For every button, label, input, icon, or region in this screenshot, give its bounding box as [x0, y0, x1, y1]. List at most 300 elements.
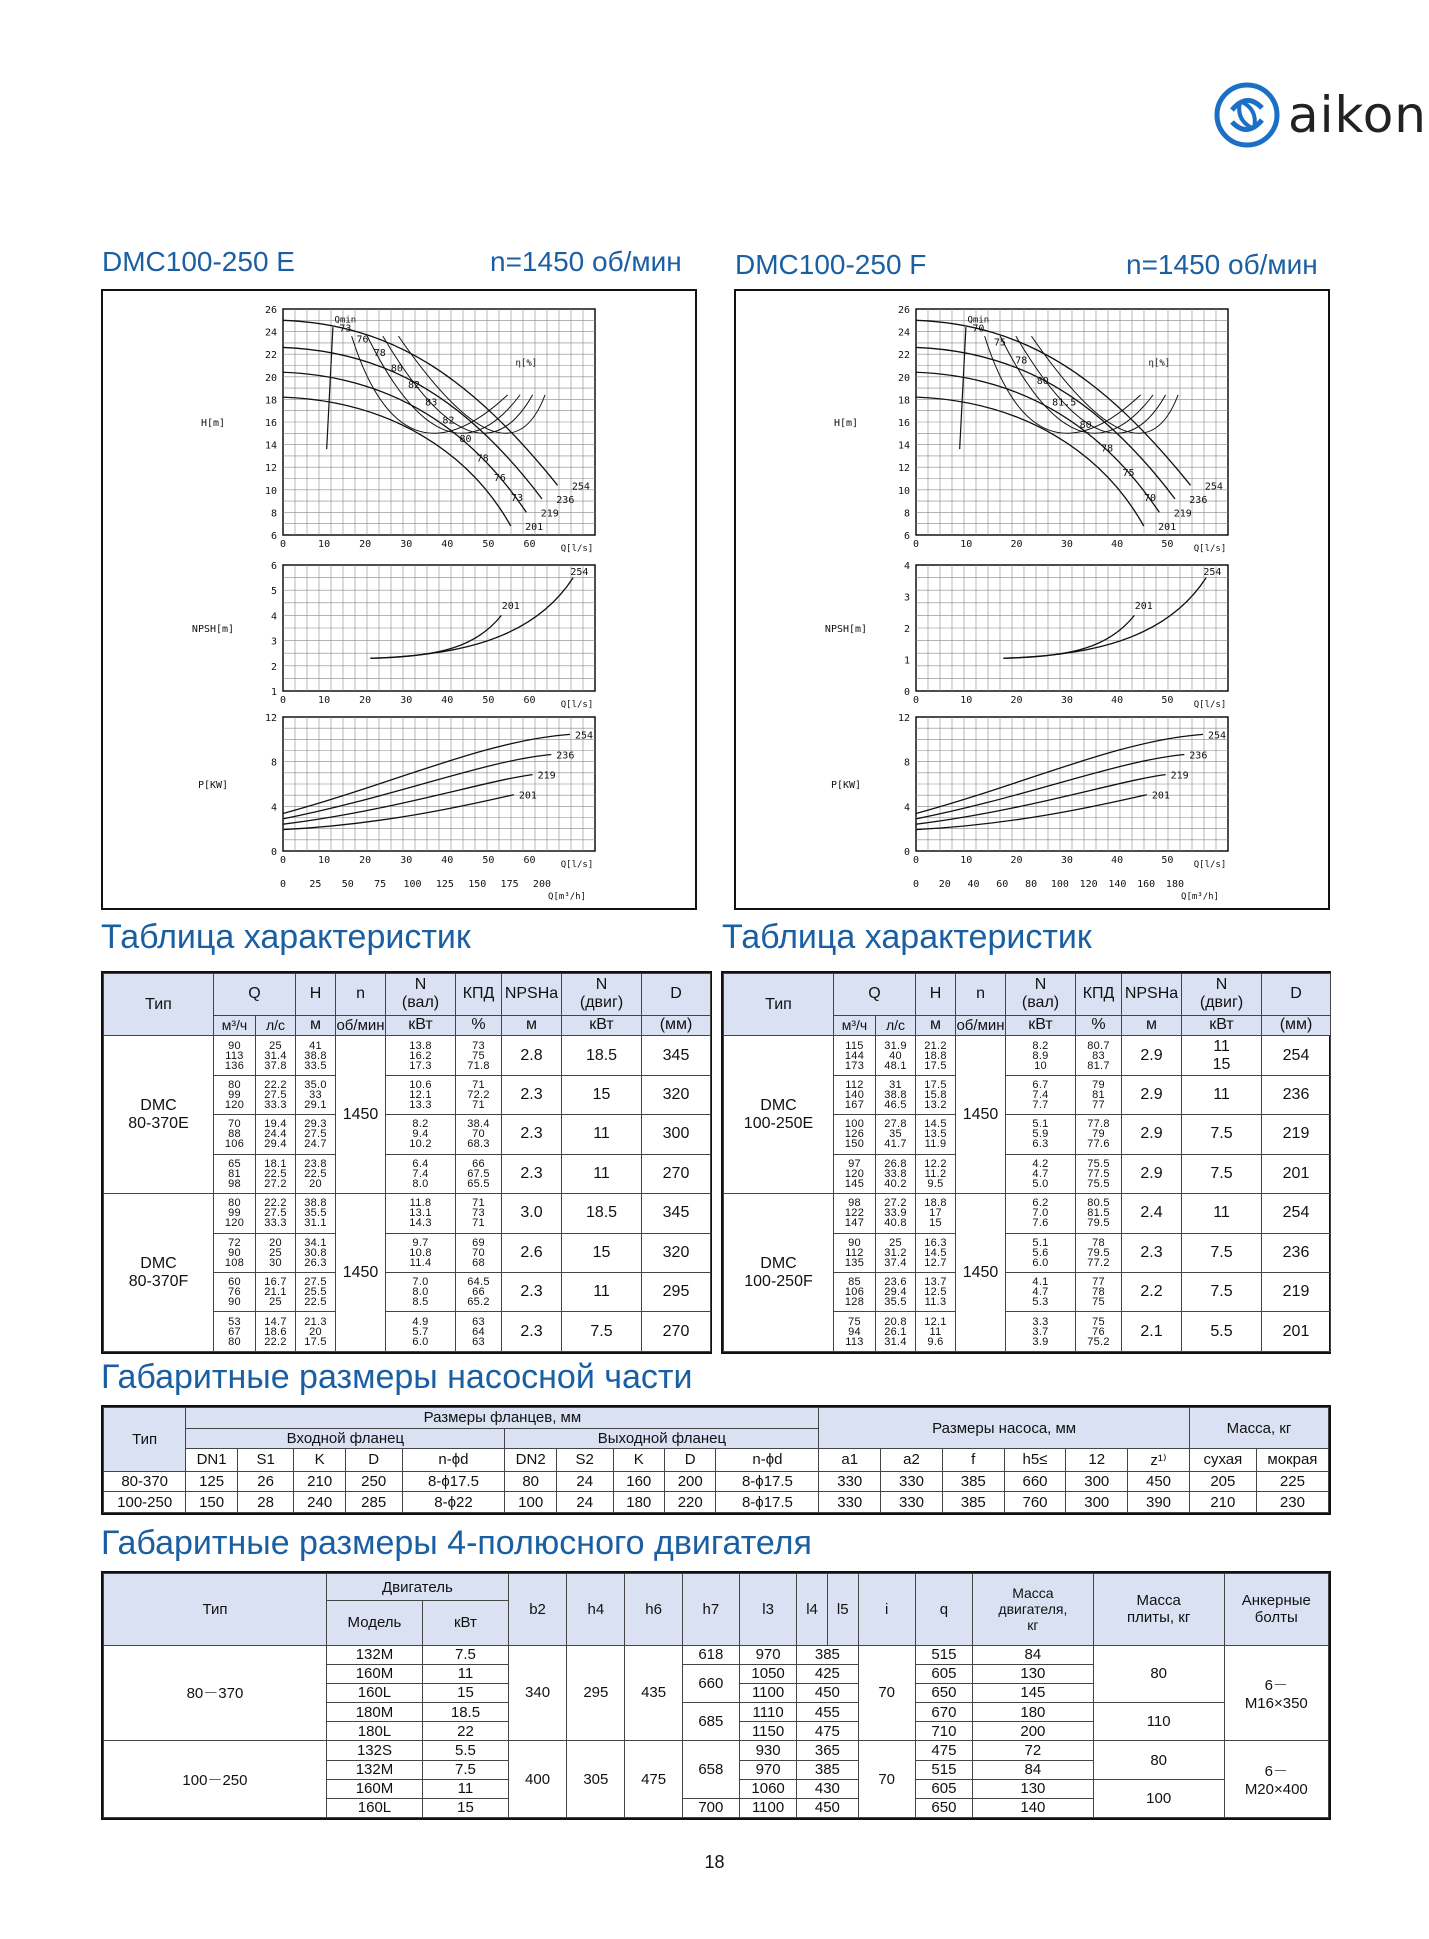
head-values: 29.3 27.5 24.7 — [296, 1115, 336, 1154]
impeller-diameter: 270 — [642, 1312, 711, 1352]
y-tick-label: 8 — [903, 757, 910, 769]
pump-dim-cell: 225 — [1256, 1471, 1328, 1492]
curve-label: 236 — [556, 494, 575, 506]
unit-d: (мм) — [642, 1015, 711, 1036]
x2-axis-unit: Q[m³/h] — [548, 892, 586, 902]
chart-panel-left — [101, 289, 697, 910]
motor-mass-cell: 130 — [973, 1779, 1094, 1798]
x-tick-label: 20 — [1010, 855, 1023, 866]
efficiency-values: 64.5 66 65.2 — [456, 1273, 502, 1312]
motor-power-value: 18.5 — [562, 1036, 642, 1075]
y-tick-label: 6 — [903, 531, 910, 542]
l4-l5-cell: 475 — [797, 1722, 858, 1741]
motor-model: 180M — [326, 1703, 422, 1722]
l4-l5-cell: 425 — [797, 1664, 858, 1683]
q-ls-values: 14.7 18.6 22.2 — [256, 1312, 296, 1352]
x-tick-label: 10 — [960, 855, 973, 866]
efficiency-values: 71 72.2 71 — [456, 1075, 502, 1114]
y-tick-label: 26 — [897, 305, 910, 316]
pump-dim-cell: 8-ϕ17.5 — [402, 1471, 505, 1492]
q-ls-values: 27.8 35 41.7 — [876, 1115, 916, 1154]
motor-power-value: 11 15 — [1182, 1036, 1262, 1075]
eta-label: η[%] — [515, 358, 538, 369]
x-tick-label: 60 — [523, 695, 536, 706]
y-tick-label: 16 — [897, 418, 910, 429]
l4-l5-cell: 385 — [797, 1645, 858, 1664]
qmin-label: Qmin — [967, 315, 990, 326]
head-values: 12.2 11.2 9.5 — [916, 1154, 956, 1193]
perf-table-title-right: Таблица характеристик — [722, 918, 1092, 956]
x2-tick-label: 175 — [500, 879, 519, 890]
perf-row — [104, 1194, 711, 1233]
hdr-n: n — [336, 974, 386, 1016]
shaft-power-values: 10.6 12.1 13.3 — [386, 1075, 456, 1114]
impeller-diameter: 320 — [642, 1233, 711, 1272]
hdr-i: i — [858, 1574, 915, 1646]
hdr-outlet-flange: Выходной фланец — [505, 1428, 819, 1449]
unit-n-motor: кВт — [1182, 1015, 1262, 1036]
y-tick-label: 1 — [270, 687, 277, 698]
head-values: 18.8 17 15 — [916, 1194, 956, 1233]
npsha-value: 2.9 — [1122, 1036, 1182, 1075]
speed-cell: 1450 — [336, 1036, 386, 1194]
hdr-d: D — [642, 974, 711, 1016]
x2-tick-label: 80 — [1025, 879, 1038, 890]
motor-kw: 7.5 — [423, 1645, 509, 1664]
x-tick-label: 40 — [1111, 855, 1124, 866]
x-tick-label: 0 — [279, 695, 287, 706]
pump-dim-cell: 385 — [942, 1492, 1004, 1513]
hdr-mass: Масса, кг — [1189, 1408, 1328, 1449]
efficiency-values: 66 67.5 65.5 — [456, 1154, 502, 1193]
perf-table-left — [103, 973, 711, 1352]
motor-kw: 5.5 — [423, 1741, 509, 1760]
x2-tick-label: 60 — [996, 879, 1009, 890]
hdr-kw: кВт — [423, 1601, 509, 1645]
q-ls-values: 18.1 22.5 27.2 — [256, 1154, 296, 1193]
impeller-diameter: 345 — [642, 1194, 711, 1233]
impeller-diameter: 201 — [1262, 1154, 1331, 1193]
x2-tick-label: 100 — [403, 879, 422, 890]
x-axis-unit: Q[l/s] — [1193, 700, 1227, 710]
impeller-diameter: 236 — [1262, 1075, 1331, 1114]
l3-cell: 1060 — [739, 1779, 796, 1798]
curve-label: 236 — [556, 750, 575, 762]
shaft-power-values: 6.2 7.0 7.6 — [1006, 1194, 1076, 1233]
impeller-diameter: 254 — [1262, 1036, 1331, 1075]
pump-dim-title: Габаритные размеры насосной части — [101, 1358, 693, 1396]
pump-dim-row — [104, 1471, 1329, 1492]
power-curve — [916, 795, 1147, 830]
y-tick-label: 20 — [897, 372, 910, 384]
l4-l5-cell: 365 — [797, 1741, 858, 1760]
pump-col-header: DN2 — [505, 1449, 556, 1472]
motor-mass-cell: 200 — [973, 1722, 1094, 1741]
pump-dim-cell: 80 — [505, 1471, 556, 1492]
efficiency-label: 78 — [373, 348, 386, 360]
efficiency-values: 75.5 77.5 75.5 — [1076, 1154, 1122, 1193]
npsha-value: 2.9 — [1122, 1115, 1182, 1154]
pump-dim-cell: 220 — [664, 1492, 715, 1513]
hdr-n-motor: N (двиг) — [562, 974, 642, 1016]
x-tick-label: 50 — [482, 855, 495, 866]
pump-col-header: DN1 — [186, 1449, 237, 1472]
hdr-n-shaft: N (вал) — [386, 974, 456, 1016]
shaft-power-values: 8.2 8.9 10 — [1006, 1036, 1076, 1075]
curve-label: 254 — [1203, 567, 1222, 579]
unit-n: об/мин — [336, 1016, 385, 1034]
motor-dim-table-wrap — [101, 1571, 1331, 1820]
pump-dim-cell: 8-ϕ17.5 — [716, 1492, 819, 1513]
q-m3h-values: 75 94 113 — [834, 1312, 876, 1352]
motor-kw: 15 — [423, 1798, 509, 1817]
motor-mass-cell: 84 — [973, 1645, 1094, 1664]
efficiency-label: 75 — [993, 337, 1006, 349]
hdr-l3: l3 — [739, 1574, 796, 1646]
x2-tick-label: 25 — [309, 879, 322, 890]
shaft-power-values: 4.2 4.7 5.0 — [1006, 1154, 1076, 1193]
efficiency-values: 80.7 83 81.7 — [1076, 1036, 1122, 1075]
shaft-power-values: 4.9 5.7 6.0 — [386, 1312, 456, 1352]
motor-power-value: 7.5 — [1182, 1233, 1262, 1272]
plate-mass-cell: 110 — [1093, 1703, 1224, 1741]
y-tick-label: 22 — [897, 350, 910, 362]
x2-tick-label: 40 — [967, 879, 980, 890]
efficiency-label: 80 — [1036, 375, 1049, 387]
pump-dim-cell: 80-370 — [104, 1471, 186, 1492]
x2-tick-label: 180 — [1165, 879, 1184, 890]
pump-col-header: D — [345, 1449, 402, 1472]
q-ls-values: 31 38.8 46.5 — [876, 1075, 916, 1114]
y-tick-label: 16 — [264, 418, 277, 429]
pump-dim-cell: 24 — [556, 1471, 613, 1492]
pump-dim-cell: 330 — [881, 1471, 943, 1492]
perf-table-left-wrap — [101, 971, 712, 1354]
efficiency-values: 77 78 75 — [1076, 1273, 1122, 1312]
head-curve — [283, 372, 526, 512]
hdr-efficiency: КПД — [1076, 974, 1122, 1016]
q-m3h-values: 53 67 80 — [214, 1312, 256, 1352]
performance-curves-left — [103, 291, 695, 908]
perf-table-right — [723, 973, 1331, 1352]
x-tick-label: 30 — [1060, 695, 1073, 706]
pump-dim-cell: 24 — [556, 1492, 613, 1513]
shaft-power-values: 5.1 5.6 6.0 — [1006, 1233, 1076, 1272]
perf-type-cell: DMC 100-250F — [724, 1194, 834, 1352]
curve-label: 236 — [1189, 750, 1208, 762]
curve-label: 219 — [540, 508, 559, 520]
curve-label: 201 — [1158, 521, 1177, 533]
q-cell: 515 — [915, 1760, 972, 1779]
y-tick-label: 14 — [897, 440, 910, 452]
x-axis-unit: Q[l/s] — [560, 544, 594, 554]
x2-tick-label: 200 — [532, 879, 551, 890]
speed-cell: 1450 — [336, 1194, 386, 1352]
pump-dim-row — [104, 1492, 1329, 1513]
y-tick-label: 24 — [264, 327, 277, 339]
q-m3h-values: 65 81 98 — [214, 1154, 256, 1193]
pump-dim-cell: 300 — [1066, 1471, 1128, 1492]
impeller-diameter: 270 — [642, 1154, 711, 1193]
eta-label: η[%] — [1148, 358, 1171, 369]
pump-col-header: D — [664, 1449, 715, 1472]
pump-dim-table-wrap — [101, 1405, 1331, 1515]
pump-dim-cell: 200 — [664, 1471, 715, 1492]
x-tick-label: 20 — [359, 855, 372, 866]
hdr-type: Тип — [724, 974, 834, 1036]
efficiency-label: 80 — [459, 434, 472, 446]
x-tick-label: 40 — [441, 855, 454, 866]
unit-efficiency: % — [456, 1015, 502, 1036]
x-tick-label: 50 — [482, 539, 495, 550]
pump-dim-cell: 180 — [613, 1492, 664, 1513]
q-m3h-values: 80 99 120 — [214, 1194, 256, 1233]
unit-h: м — [296, 1015, 336, 1036]
q-ls-values: 26.8 33.8 40.2 — [876, 1154, 916, 1193]
motor-kw: 11 — [423, 1779, 509, 1798]
motor-model: 132S — [326, 1741, 422, 1760]
curve-label: 254 — [1208, 730, 1227, 742]
x2-tick-label: 160 — [1137, 879, 1156, 890]
i-cell: 70 — [858, 1645, 915, 1741]
hdr-n: n — [956, 974, 1006, 1016]
y-axis-label: H[m] — [200, 418, 226, 429]
y-tick-label: 3 — [903, 592, 910, 604]
npsha-value: 2.3 — [1122, 1233, 1182, 1272]
hdr-plate-mass: Масса плиты, кг — [1093, 1574, 1224, 1646]
head-values: 17.5 15.8 13.2 — [916, 1075, 956, 1114]
impeller-diameter: 219 — [1262, 1115, 1331, 1154]
shaft-power-values: 3.3 3.7 3.9 — [1006, 1312, 1076, 1352]
motor-row — [104, 1741, 1329, 1760]
pump-dim-cell: 760 — [1004, 1492, 1066, 1513]
q-m3h-values: 72 90 108 — [214, 1233, 256, 1272]
curve-label: 236 — [1189, 494, 1208, 506]
l3-cell: 930 — [739, 1741, 796, 1760]
pump-col-header: a1 — [819, 1449, 881, 1472]
pump-dim-cell: 28 — [237, 1492, 294, 1513]
x-tick-label: 30 — [400, 855, 413, 866]
l3-cell: 970 — [739, 1645, 796, 1664]
head-values: 34.1 30.8 26.3 — [296, 1233, 336, 1272]
q-cell: 650 — [915, 1798, 972, 1817]
npsh-curve — [1003, 578, 1206, 659]
shaft-power-values: 9.7 10.8 11.4 — [386, 1233, 456, 1272]
efficiency-values: 77.8 79 77.6 — [1076, 1115, 1122, 1154]
motor-kw: 18.5 — [423, 1703, 509, 1722]
l3-cell: 1150 — [739, 1722, 796, 1741]
efficiency-label: 73 — [510, 493, 524, 505]
motor-power-value: 5.5 — [1182, 1312, 1262, 1352]
x-tick-label: 0 — [912, 855, 920, 866]
motor-dim-table — [103, 1573, 1329, 1818]
efficiency-contour — [1000, 336, 1153, 433]
pump-col-header: S2 — [556, 1449, 613, 1472]
y-tick-label: 4 — [270, 611, 277, 623]
q-ls-values: 31.9 40 48.1 — [876, 1036, 916, 1075]
efficiency-values: 63 64 63 — [456, 1312, 502, 1352]
x-tick-label: 30 — [1060, 855, 1073, 866]
plate-mass-cell: 100 — [1093, 1779, 1224, 1817]
motor-mass-cell: 180 — [973, 1703, 1094, 1722]
hdr-n-shaft: N (вал) — [1006, 974, 1076, 1016]
unit-npsha: м — [502, 1015, 562, 1036]
chart-panel-right — [734, 289, 1330, 910]
power-curve — [283, 795, 514, 830]
x-tick-label: 0 — [279, 855, 287, 866]
npsha-value: 3.0 — [502, 1194, 562, 1233]
curve-label: 201 — [501, 601, 520, 613]
hdr-d: D — [1262, 974, 1331, 1016]
motor-power-value: 7.5 — [1182, 1273, 1262, 1312]
pump-dim-cell: 330 — [819, 1492, 881, 1513]
motor-kw: 15 — [423, 1683, 509, 1702]
q-m3h-values: 112 140 167 — [834, 1075, 876, 1114]
npsha-value: 2.3 — [502, 1115, 562, 1154]
npsha-value: 2.1 — [1122, 1312, 1182, 1352]
pump-dim-cell: 150 — [186, 1492, 237, 1513]
x2-tick-label: 120 — [1079, 879, 1098, 890]
chart-title-left: DMC100-250 E — [102, 246, 295, 277]
shaft-power-values: 5.1 5.9 6.3 — [1006, 1115, 1076, 1154]
motor-power-value: 11 — [1182, 1075, 1262, 1114]
y-tick-label: 0 — [270, 847, 277, 858]
y-tick-label: 4 — [903, 561, 910, 572]
x-tick-label: 10 — [960, 539, 973, 550]
efficiency-values: 69 70 68 — [456, 1233, 502, 1272]
y-tick-label: 18 — [897, 395, 910, 407]
pump-dim-cell: 330 — [881, 1492, 943, 1513]
q-m3h-values: 80 99 120 — [214, 1075, 256, 1114]
q-ls-values: 25 31.4 37.8 — [256, 1036, 296, 1075]
h7-cell: 618 — [682, 1645, 739, 1664]
pump-dim-cell: 660 — [1004, 1471, 1066, 1492]
motor-kw: 7.5 — [423, 1760, 509, 1779]
motor-type-cell: 80－370 — [104, 1645, 327, 1741]
perf-row — [724, 1036, 1331, 1075]
q-m3h-values: 60 76 90 — [214, 1273, 256, 1312]
l3-cell: 1050 — [739, 1664, 796, 1683]
y-tick-label: 12 — [264, 463, 277, 475]
h7-cell: 700 — [682, 1798, 739, 1817]
head-values: 38.8 35.5 31.1 — [296, 1194, 336, 1233]
motor-model: 160M — [326, 1664, 422, 1683]
pump-dim-cell: 450 — [1128, 1471, 1190, 1492]
pump-dim-cell: 210 — [294, 1471, 345, 1492]
x2-tick-label: 0 — [912, 879, 920, 890]
unit-n-shaft: кВт — [1006, 1015, 1076, 1036]
motor-model: 180L — [326, 1722, 422, 1741]
pump-col-header: h5≤ — [1004, 1449, 1066, 1472]
unit-npsha: м — [1122, 1015, 1182, 1036]
motor-power-value: 11 — [562, 1273, 642, 1312]
curve-label: 254 — [575, 730, 594, 742]
y-axis-label: NPSH[m] — [191, 624, 235, 635]
impeller-diameter: 345 — [642, 1036, 711, 1075]
pump-col-header: K — [613, 1449, 664, 1472]
pump-col-header: f — [942, 1449, 1004, 1472]
pump-col-header: мокрая — [1256, 1449, 1328, 1472]
pump-col-header: 12 — [1066, 1449, 1128, 1472]
x-tick-label: 10 — [318, 855, 331, 866]
efficiency-label: 80 — [390, 363, 403, 375]
npsh-curve — [370, 615, 501, 658]
motor-model: 132M — [326, 1645, 422, 1664]
x2-tick-label: 100 — [1050, 879, 1069, 890]
q-m3h-values: 98 122 147 — [834, 1194, 876, 1233]
shaft-power-values: 6.7 7.4 7.7 — [1006, 1075, 1076, 1114]
hdr-pump-size: Размеры насоса, мм — [819, 1408, 1190, 1449]
hdr-model: Модель — [326, 1601, 422, 1645]
q-ls-values: 22.2 27.5 33.3 — [256, 1194, 296, 1233]
y-tick-label: 20 — [264, 372, 277, 384]
perf-table-title-left: Таблица характеристик — [101, 918, 471, 956]
x-axis-unit: Q[l/s] — [560, 860, 594, 870]
pump-col-header: a2 — [881, 1449, 943, 1472]
x-tick-label: 50 — [1161, 855, 1174, 866]
y-tick-label: 12 — [264, 713, 277, 724]
impeller-diameter: 300 — [642, 1115, 711, 1154]
hdr-h: H — [916, 974, 956, 1016]
shaft-power-values: 13.8 16.2 17.3 — [386, 1036, 456, 1075]
pump-dim-cell: 285 — [345, 1492, 402, 1513]
y-tick-label: 26 — [264, 305, 277, 316]
l4-l5-cell: 450 — [797, 1683, 858, 1702]
pump-dim-cell: 250 — [345, 1471, 402, 1492]
x-tick-label: 50 — [1161, 695, 1174, 706]
qmin-label: Qmin — [334, 315, 357, 326]
npsha-value: 2.3 — [502, 1154, 562, 1193]
head-values: 12.1 11 9.6 — [916, 1312, 956, 1352]
x-tick-label: 0 — [912, 695, 920, 706]
y-tick-label: 4 — [270, 802, 277, 814]
x-tick-label: 20 — [1010, 695, 1023, 706]
q-ls-values: 22.2 27.5 33.3 — [256, 1075, 296, 1114]
efficiency-label: 82 — [442, 415, 455, 427]
motor-power-value: 7.5 — [562, 1312, 642, 1352]
chart-title-right: DMC100-250 F — [735, 249, 927, 280]
q-cell: 670 — [915, 1703, 972, 1722]
anchor-bolts-cell: 6－ M16×350 — [1224, 1645, 1328, 1741]
curve-label: 201 — [1151, 790, 1170, 802]
performance-curves-right — [736, 291, 1328, 908]
q-ls-values: 27.2 33.9 40.8 — [876, 1194, 916, 1233]
pump-dim-cell: 160 — [613, 1471, 664, 1492]
y-axis-label: P[KW] — [830, 780, 862, 791]
shaft-power-values: 7.0 8.0 8.5 — [386, 1273, 456, 1312]
pump-dim-cell: 100-250 — [104, 1492, 186, 1513]
x-tick-label: 0 — [912, 539, 920, 550]
h7-cell: 658 — [682, 1741, 739, 1798]
npsha-value: 2.4 — [1122, 1194, 1182, 1233]
efficiency-label: 78 — [476, 453, 489, 465]
efficiency-values: 79 81 77 — [1076, 1075, 1122, 1114]
shaft-power-values: 4.1 4.7 5.3 — [1006, 1273, 1076, 1312]
shaft-power-values: 11.8 13.1 14.3 — [386, 1194, 456, 1233]
pump-dim-cell: 210 — [1189, 1492, 1256, 1513]
efficiency-label: 76 — [493, 472, 506, 484]
npsh-curve — [370, 578, 573, 659]
curve-label: 219 — [1173, 508, 1192, 520]
motor-mass-cell: 140 — [973, 1798, 1094, 1817]
l3-cell: 1100 — [739, 1683, 796, 1702]
motor-power-value: 7.5 — [1182, 1115, 1262, 1154]
motor-kw: 11 — [423, 1664, 509, 1683]
head-values: 27.5 25.5 22.5 — [296, 1273, 336, 1312]
aikon-logo-icon — [1212, 80, 1282, 150]
l3-cell: 1100 — [739, 1798, 796, 1817]
q-ls-values: 23.6 29.4 35.5 — [876, 1273, 916, 1312]
